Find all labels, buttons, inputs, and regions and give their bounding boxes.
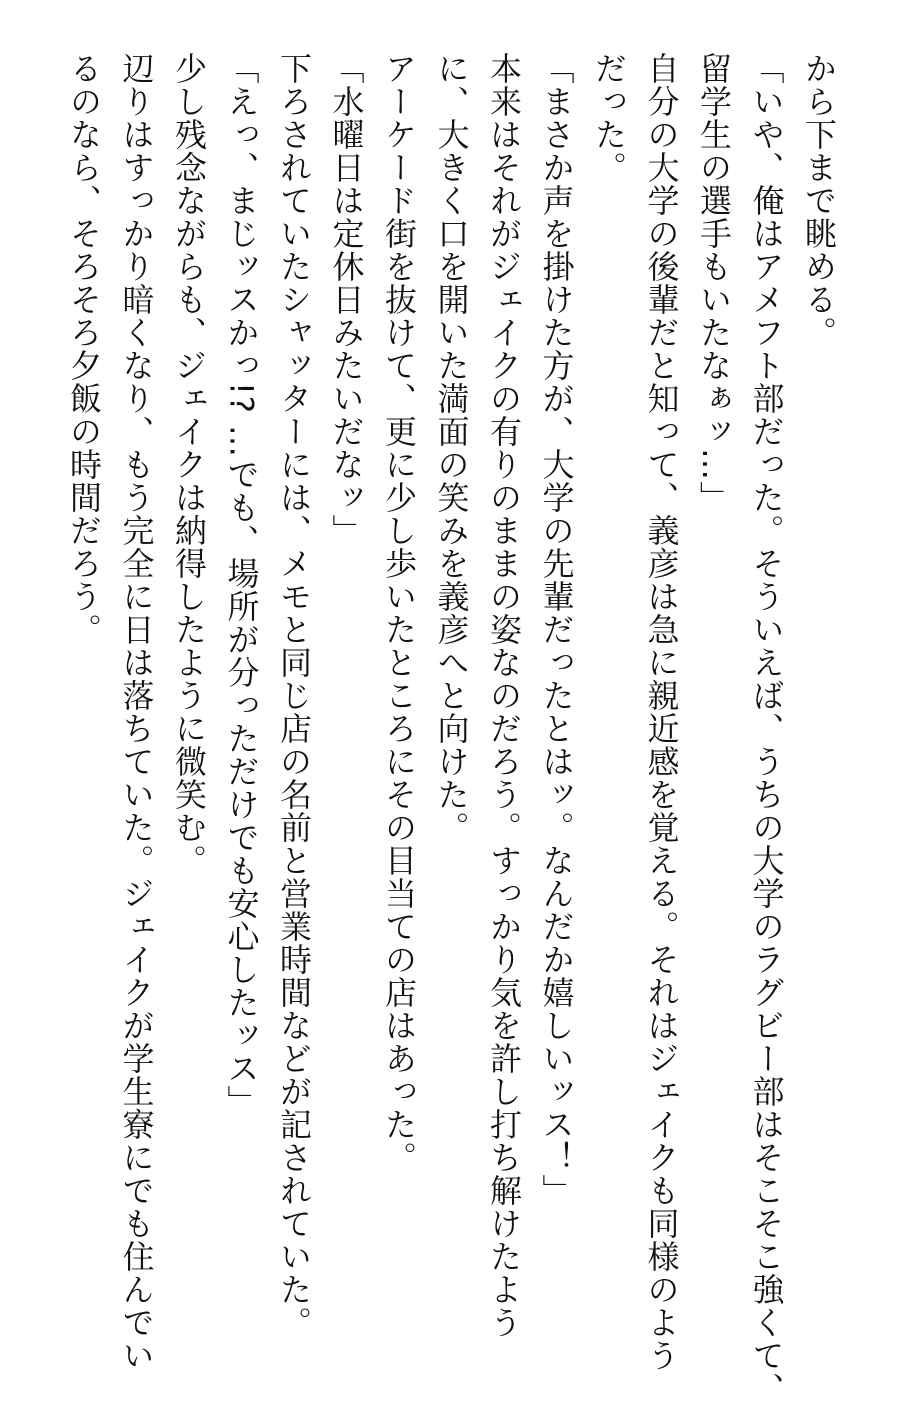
text-line: アーケード街を抜けて、更に少し歩いたところにその目当ての店はあった。	[380, 52, 418, 1174]
text-line: 本来はそれがジェイクの有りのままの姿なのだろう。すっかり気を許し打ち解けたよう	[485, 52, 523, 1339]
text-line: に、大きく口を開いた満面の笑みを義彦へと向けた。	[432, 52, 471, 844]
text-line: 「えっ、まじッスかっ!? …でも、場所が分っただけでも安心したッス」	[222, 52, 261, 1118]
text-line: 「まさか声を掛けた方が、大学の先輩だったとはッ。なんだか嬉しいッス！」	[537, 52, 576, 1207]
text-line: 留学生の選手もいたなぁッ…」	[695, 52, 733, 514]
vertical-text-body	[58, 52, 846, 1405]
text-line: から下まで眺める。	[800, 52, 838, 349]
text-line: 自分の大学の後輩だと知って、義彦は急に親近感を覚える。それはジェイクも同様のよう	[642, 52, 681, 1372]
text-line: 「いや、俺はアメフト部だった。そういえば、うちの大学のラグビー部はそこそこ強くて、	[747, 52, 786, 1405]
text-line: だった。	[590, 52, 628, 184]
text-line: 「水曜日は定休日みたいだなッ」	[327, 52, 366, 547]
text-line: るのなら、そろそろ夕飯の時間だろう。	[65, 52, 103, 646]
text-line: 少し残念ながらも、ジェイクは納得したように微笑む。	[170, 52, 208, 877]
text-line: 辺りはすっかり暗くなり、もう完全に日は落ちていた。ジェイクが学生寮にでも住んでい	[117, 52, 156, 1372]
text-line: 下ろされていたシャッターには、メモと同じ店の名前と営業時間などが記されていた。	[275, 52, 313, 1339]
